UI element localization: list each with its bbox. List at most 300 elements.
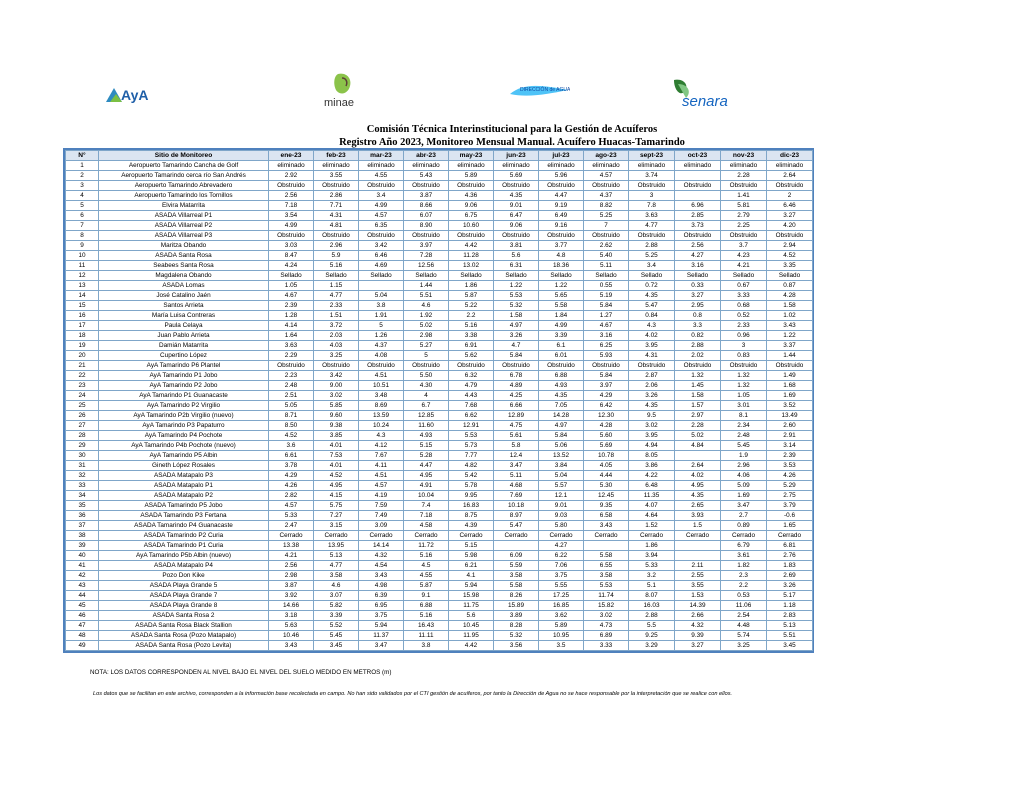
monthly-value: 2.56 bbox=[675, 241, 721, 251]
row-number: 28 bbox=[66, 431, 99, 441]
monthly-value: 4.1 bbox=[449, 571, 494, 581]
monthly-value: 5.87 bbox=[404, 581, 449, 591]
monthly-value: 1.44 bbox=[767, 351, 813, 361]
monthly-value: 3.18 bbox=[269, 611, 314, 621]
monthly-value: 4.02 bbox=[629, 331, 675, 341]
column-header: ago-23 bbox=[584, 151, 629, 161]
site-name: ASADA Tamarindo P5 Jobo bbox=[99, 501, 269, 511]
monthly-value: 4.24 bbox=[269, 261, 314, 271]
monthly-value: 12.56 bbox=[404, 261, 449, 271]
monthly-value: 0.72 bbox=[629, 281, 675, 291]
monthly-value: 5.02 bbox=[675, 431, 721, 441]
monthly-value: 7.49 bbox=[359, 511, 404, 521]
monthly-value: 5.84 bbox=[494, 351, 539, 361]
monthly-value: Obstruido bbox=[269, 181, 314, 191]
senara-logo bbox=[670, 76, 754, 110]
monthly-value: 3.39 bbox=[314, 611, 359, 621]
monthly-value: 5.15 bbox=[404, 441, 449, 451]
monthly-value: eliminado bbox=[675, 161, 721, 171]
monthly-value: Cerrado bbox=[767, 531, 813, 541]
monthly-value: 8.71 bbox=[269, 411, 314, 421]
monthly-value: 0.68 bbox=[721, 301, 767, 311]
monthly-value: 3.8 bbox=[359, 301, 404, 311]
monthly-value: 4.57 bbox=[359, 211, 404, 221]
monthly-value: 4.55 bbox=[404, 571, 449, 581]
monthly-value: 3.33 bbox=[584, 641, 629, 651]
monthly-value: 5.89 bbox=[539, 621, 584, 631]
row-number: 49 bbox=[66, 641, 99, 651]
monthly-value: Obstruido bbox=[767, 181, 813, 191]
monthly-value: Obstruido bbox=[314, 231, 359, 241]
site-name: ASADA Matapalo P4 bbox=[99, 561, 269, 571]
monthly-value: Obstruido bbox=[721, 361, 767, 371]
monthly-value: -0.6 bbox=[767, 511, 813, 521]
monthly-value: 9.06 bbox=[449, 201, 494, 211]
monthly-value: 3.6 bbox=[269, 441, 314, 451]
monthly-value: 1.32 bbox=[675, 371, 721, 381]
monthly-value: 2 bbox=[767, 191, 813, 201]
monthly-value: Sellado bbox=[494, 271, 539, 281]
table-row bbox=[66, 401, 813, 411]
monthly-value: 2.06 bbox=[629, 381, 675, 391]
monthly-value: 10.95 bbox=[539, 631, 584, 641]
column-header: nov-23 bbox=[721, 151, 767, 161]
row-number: 18 bbox=[66, 331, 99, 341]
monthly-value: 9.03 bbox=[539, 511, 584, 521]
monthly-value: 2.7 bbox=[721, 511, 767, 521]
monthly-value: Sellado bbox=[721, 271, 767, 281]
monthly-value: 2.88 bbox=[629, 241, 675, 251]
table-row bbox=[66, 511, 813, 521]
monthly-value: 3.55 bbox=[314, 171, 359, 181]
monthly-value: 14.14 bbox=[359, 541, 404, 551]
monthly-value: 4.27 bbox=[539, 541, 584, 551]
site-name: Aeropuerto Tamarindo cerca río San Andrés bbox=[99, 171, 269, 181]
monthly-value: Obstruido bbox=[539, 231, 584, 241]
monthly-value: 5.94 bbox=[449, 581, 494, 591]
table-row bbox=[66, 481, 813, 491]
monthly-value: 7.8 bbox=[629, 201, 675, 211]
monthly-value: Obstruido bbox=[269, 231, 314, 241]
monthly-value: 5.47 bbox=[494, 521, 539, 531]
monthly-value: 5.27 bbox=[404, 341, 449, 351]
site-name: ASADA Santa Rosa (Pozo Levita) bbox=[99, 641, 269, 651]
monthly-value: 8.47 bbox=[269, 251, 314, 261]
table-row bbox=[66, 321, 813, 331]
monthly-value: 2.39 bbox=[767, 451, 813, 461]
monthly-value: 8.97 bbox=[494, 511, 539, 521]
monthly-value: 4.15 bbox=[314, 491, 359, 501]
table-row bbox=[66, 621, 813, 631]
monthly-value: 3.93 bbox=[675, 511, 721, 521]
monthly-value: eliminado bbox=[767, 161, 813, 171]
monthly-value: 5.11 bbox=[494, 471, 539, 481]
monthly-value: 13.59 bbox=[359, 411, 404, 421]
monthly-value: 12.45 bbox=[584, 491, 629, 501]
monthly-value: Obstruido bbox=[404, 181, 449, 191]
monthly-value: 4.21 bbox=[721, 261, 767, 271]
monthly-value: 3.16 bbox=[675, 261, 721, 271]
site-name: Pozo Don Kike bbox=[99, 571, 269, 581]
monthly-value: 2.2 bbox=[449, 311, 494, 321]
monthly-value: Obstruido bbox=[449, 361, 494, 371]
monthly-value: 1.69 bbox=[767, 391, 813, 401]
direccion-agua-logo bbox=[508, 80, 570, 102]
table-row bbox=[66, 571, 813, 581]
monthly-value: 4.51 bbox=[359, 371, 404, 381]
monthly-value: 5.58 bbox=[494, 581, 539, 591]
monthly-value: 3.47 bbox=[494, 461, 539, 471]
monthly-value: 5.13 bbox=[767, 621, 813, 631]
monthly-value: 1.28 bbox=[269, 311, 314, 321]
monthly-value: 5.74 bbox=[721, 631, 767, 641]
row-number: 46 bbox=[66, 611, 99, 621]
monthly-value: 2.33 bbox=[721, 321, 767, 331]
monthly-value: 5.57 bbox=[539, 481, 584, 491]
site-name: Aeropuerto Tamarindo Cancha de Golf bbox=[99, 161, 269, 171]
monthly-value: 6.1 bbox=[539, 341, 584, 351]
monthly-value: 4.48 bbox=[721, 621, 767, 631]
monthly-value bbox=[675, 191, 721, 201]
monthly-value: Sellado bbox=[314, 271, 359, 281]
monthly-value: 3.4 bbox=[629, 261, 675, 271]
row-number: 2 bbox=[66, 171, 99, 181]
monthly-value: 6.25 bbox=[584, 341, 629, 351]
monthly-value: 5.32 bbox=[494, 631, 539, 641]
site-name: ASADA Santa Rosa bbox=[99, 251, 269, 261]
monthly-value: 10.60 bbox=[449, 221, 494, 231]
monthly-value: 2.03 bbox=[314, 331, 359, 341]
table-row bbox=[66, 461, 813, 471]
monthly-value: 8.82 bbox=[584, 201, 629, 211]
monthly-value: 2.87 bbox=[629, 371, 675, 381]
monthly-value: 4.93 bbox=[539, 381, 584, 391]
monthly-value: 4.99 bbox=[359, 201, 404, 211]
monthly-value: 3.42 bbox=[359, 241, 404, 251]
table-row bbox=[66, 181, 813, 191]
monthly-value: 6.88 bbox=[404, 601, 449, 611]
monthly-value: 1.05 bbox=[721, 391, 767, 401]
monthly-value: 3.43 bbox=[584, 521, 629, 531]
monthly-value: 6.81 bbox=[767, 541, 813, 551]
monthly-value: Obstruido bbox=[269, 361, 314, 371]
monthly-value: 1.18 bbox=[767, 601, 813, 611]
site-name: AyA Tamarindo P2 Jobo bbox=[99, 381, 269, 391]
monthly-value: 2.86 bbox=[314, 191, 359, 201]
monthly-value: 14.39 bbox=[675, 601, 721, 611]
monthly-value: 6.88 bbox=[539, 371, 584, 381]
site-name: ASADA Tamarindo P2 Curia bbox=[99, 531, 269, 541]
monthly-value: 2.56 bbox=[269, 561, 314, 571]
table-row bbox=[66, 381, 813, 391]
monthly-value: 5.8 bbox=[494, 441, 539, 451]
monthly-value: Obstruido bbox=[494, 231, 539, 241]
monthly-value: 4.28 bbox=[767, 291, 813, 301]
monthly-value: 12.4 bbox=[494, 451, 539, 461]
table-row bbox=[66, 171, 813, 181]
monthly-value: 1.9 bbox=[721, 451, 767, 461]
monthly-value: 16.43 bbox=[404, 621, 449, 631]
table-row bbox=[66, 631, 813, 641]
monthly-value: 5.09 bbox=[721, 481, 767, 491]
monthly-value: 3.16 bbox=[584, 331, 629, 341]
site-name: Elvira Matarrita bbox=[99, 201, 269, 211]
monthly-value: 5.47 bbox=[629, 301, 675, 311]
monthly-value: 1.52 bbox=[629, 521, 675, 531]
monthly-value: 4.99 bbox=[269, 221, 314, 231]
site-name: Cupertino López bbox=[99, 351, 269, 361]
monthly-value: 4.98 bbox=[359, 581, 404, 591]
monthly-value: 4.39 bbox=[449, 521, 494, 531]
monthly-value: 4.6 bbox=[314, 581, 359, 591]
monthly-value: Sellado bbox=[449, 271, 494, 281]
monthly-value: 0.83 bbox=[721, 351, 767, 361]
monthly-value: 7.69 bbox=[494, 491, 539, 501]
monthly-value: 5.33 bbox=[629, 561, 675, 571]
monthly-value: 6.01 bbox=[539, 351, 584, 361]
monthly-value: 5.59 bbox=[494, 561, 539, 571]
monthly-value: 9.1 bbox=[404, 591, 449, 601]
monthly-value: 5.33 bbox=[269, 511, 314, 521]
svg-text:minae: minae bbox=[324, 97, 354, 109]
monthly-value: 12.30 bbox=[584, 411, 629, 421]
table-row bbox=[66, 391, 813, 401]
monthly-value: 3.89 bbox=[494, 611, 539, 621]
monthly-value: 2.56 bbox=[269, 191, 314, 201]
monthly-value: 10.78 bbox=[584, 451, 629, 461]
site-name: ASADA Tamarindo P3 Fertana bbox=[99, 511, 269, 521]
monthly-value: 11.37 bbox=[359, 631, 404, 641]
column-header: abr-23 bbox=[404, 151, 449, 161]
monthly-value: 9.01 bbox=[539, 501, 584, 511]
monthly-value: 3.73 bbox=[675, 221, 721, 231]
monthly-value: Obstruido bbox=[539, 361, 584, 371]
monthly-value: 13.02 bbox=[449, 261, 494, 271]
monthly-value: 2.94 bbox=[767, 241, 813, 251]
row-number: 17 bbox=[66, 321, 99, 331]
site-name: ASADA Matapalo P2 bbox=[99, 491, 269, 501]
column-header: may-23 bbox=[449, 151, 494, 161]
row-number: 10 bbox=[66, 251, 99, 261]
monthly-value: 3.45 bbox=[314, 641, 359, 651]
monthly-value: 5.62 bbox=[449, 351, 494, 361]
row-number: 13 bbox=[66, 281, 99, 291]
monthly-value: 5.53 bbox=[584, 581, 629, 591]
monthly-value: Cerrado bbox=[675, 531, 721, 541]
row-number: 37 bbox=[66, 521, 99, 531]
monthly-value: 3.94 bbox=[629, 551, 675, 561]
monthly-value: 1.22 bbox=[494, 281, 539, 291]
monthly-value: 2.23 bbox=[269, 371, 314, 381]
table-row bbox=[66, 611, 813, 621]
site-name: Juan Pablo Arrieta bbox=[99, 331, 269, 341]
row-number: 42 bbox=[66, 571, 99, 581]
monthly-value: 2.88 bbox=[675, 341, 721, 351]
monthly-value: 3.42 bbox=[314, 371, 359, 381]
monthly-value: 3 bbox=[629, 191, 675, 201]
monthly-value: 3.97 bbox=[404, 241, 449, 251]
row-number: 16 bbox=[66, 311, 99, 321]
monthly-value: 1.15 bbox=[314, 281, 359, 291]
monthly-value bbox=[584, 541, 629, 551]
monthly-value: 2.34 bbox=[721, 421, 767, 431]
report-subtitle: Registro Año 2023, Monitoreo Mensual Manual. Acuífero Huacas-Tamarindo bbox=[339, 137, 685, 148]
monthly-value: 14.66 bbox=[269, 601, 314, 611]
monthly-value: 5.87 bbox=[449, 291, 494, 301]
monthly-value: 4.27 bbox=[675, 251, 721, 261]
monthly-value: 5.16 bbox=[449, 321, 494, 331]
monthly-value: 1.84 bbox=[539, 311, 584, 321]
monthly-value: 3.43 bbox=[767, 321, 813, 331]
monthly-value: Obstruido bbox=[721, 231, 767, 241]
monthly-value: 4.14 bbox=[269, 321, 314, 331]
monthly-value: 10.18 bbox=[494, 501, 539, 511]
monthly-value: Cerrado bbox=[539, 531, 584, 541]
monthly-value: eliminado bbox=[314, 161, 359, 171]
site-name: Damián Matarrita bbox=[99, 341, 269, 351]
monthly-value: Sellado bbox=[584, 271, 629, 281]
monthly-value: 5.84 bbox=[539, 431, 584, 441]
monthly-value: 2.85 bbox=[675, 211, 721, 221]
table-row bbox=[66, 221, 813, 231]
monthly-value: 4.23 bbox=[721, 251, 767, 261]
monthly-value: 4.75 bbox=[494, 421, 539, 431]
monthly-value: 7.06 bbox=[539, 561, 584, 571]
svg-text:DIRECCIÓN de AGUA: DIRECCIÓN de AGUA bbox=[520, 87, 570, 93]
monthly-value: 4.52 bbox=[767, 251, 813, 261]
table-row bbox=[66, 531, 813, 541]
monthly-value: 5.63 bbox=[269, 621, 314, 631]
monthly-value: 4.42 bbox=[449, 641, 494, 651]
monthly-value: 2.76 bbox=[767, 551, 813, 561]
table-row bbox=[66, 251, 813, 261]
column-header: dic-23 bbox=[767, 151, 813, 161]
monthly-value: 9.00 bbox=[314, 381, 359, 391]
monthly-value: 5.28 bbox=[404, 451, 449, 461]
monthly-value: Obstruido bbox=[359, 181, 404, 191]
monthly-value: 3.2 bbox=[629, 571, 675, 581]
monthly-value: 5.16 bbox=[404, 611, 449, 621]
monthly-value: 6.09 bbox=[494, 551, 539, 561]
table-row bbox=[66, 261, 813, 271]
table-row bbox=[66, 591, 813, 601]
monthly-value: 9.06 bbox=[494, 221, 539, 231]
monthly-value: 4.68 bbox=[494, 481, 539, 491]
monthly-value: 4.28 bbox=[584, 421, 629, 431]
site-name: ASADA Tamarindo P4 Guanacaste bbox=[99, 521, 269, 531]
monthly-value: 5.22 bbox=[449, 301, 494, 311]
monthly-value: 4.8 bbox=[539, 251, 584, 261]
minae-logo bbox=[316, 70, 374, 110]
monthly-value: 3.58 bbox=[584, 571, 629, 581]
monthly-value: 2.55 bbox=[675, 571, 721, 581]
row-number: 27 bbox=[66, 421, 99, 431]
monthly-value: 10.46 bbox=[269, 631, 314, 641]
column-header: feb-23 bbox=[314, 151, 359, 161]
monthly-value: 5.80 bbox=[539, 521, 584, 531]
monthly-value: 15.82 bbox=[584, 601, 629, 611]
monthly-value: 8.26 bbox=[494, 591, 539, 601]
monthly-value: 2.65 bbox=[675, 501, 721, 511]
monthly-value: 8.69 bbox=[359, 401, 404, 411]
monthly-value: 5.94 bbox=[359, 621, 404, 631]
site-name: AyA Tamarindo P4 Pochote bbox=[99, 431, 269, 441]
monthly-value: 12.91 bbox=[449, 421, 494, 431]
monthly-value: 3.92 bbox=[269, 591, 314, 601]
site-name: ASADA Matapalo P3 bbox=[99, 471, 269, 481]
monthly-value: Cerrado bbox=[314, 531, 359, 541]
monthly-value: 1.05 bbox=[269, 281, 314, 291]
row-number: 21 bbox=[66, 361, 99, 371]
table-row bbox=[66, 491, 813, 501]
monthly-value: 7.27 bbox=[314, 511, 359, 521]
monthly-value: 1.86 bbox=[629, 541, 675, 551]
monthly-value: 7.59 bbox=[359, 501, 404, 511]
row-number: 20 bbox=[66, 351, 99, 361]
monthly-value: 5.78 bbox=[449, 481, 494, 491]
monthly-value: 5.58 bbox=[584, 551, 629, 561]
monthly-value: Obstruido bbox=[721, 181, 767, 191]
monthly-value: 5.30 bbox=[584, 481, 629, 491]
row-number: 32 bbox=[66, 471, 99, 481]
monthly-value: 4.84 bbox=[675, 441, 721, 451]
monthly-value: 4 bbox=[404, 391, 449, 401]
monthly-value: 3.5 bbox=[539, 641, 584, 651]
monthly-value: Obstruido bbox=[449, 181, 494, 191]
monthly-value: 5.53 bbox=[449, 431, 494, 441]
site-name: AyA Tamarindo P1 Jobo bbox=[99, 371, 269, 381]
monthly-value: 2.3 bbox=[721, 571, 767, 581]
monthly-value: 4.3 bbox=[359, 431, 404, 441]
monthly-value: 4.6 bbox=[404, 301, 449, 311]
site-name: Santos Arrieta bbox=[99, 301, 269, 311]
monthly-value: 3.48 bbox=[359, 391, 404, 401]
monthly-value: 1.83 bbox=[767, 561, 813, 571]
monthly-value: 3.37 bbox=[767, 341, 813, 351]
monthly-value: 4.35 bbox=[629, 401, 675, 411]
table-row bbox=[66, 471, 813, 481]
row-number: 33 bbox=[66, 481, 99, 491]
monthly-value: 13.49 bbox=[767, 411, 813, 421]
monthly-value: eliminado bbox=[584, 161, 629, 171]
monthly-value: 7.4 bbox=[404, 501, 449, 511]
monthly-value: Obstruido bbox=[675, 361, 721, 371]
monthly-value: 5.58 bbox=[539, 301, 584, 311]
monthly-value: 13.52 bbox=[539, 451, 584, 461]
row-number: 44 bbox=[66, 591, 99, 601]
monthly-value: 5.42 bbox=[449, 471, 494, 481]
monthly-value: 3.81 bbox=[494, 241, 539, 251]
site-name: José Catalino Jaén bbox=[99, 291, 269, 301]
monthly-value: 2.91 bbox=[767, 431, 813, 441]
monthly-value: 0.8 bbox=[675, 311, 721, 321]
monthly-value: 4.52 bbox=[314, 471, 359, 481]
monthly-value: 4.26 bbox=[767, 471, 813, 481]
monthly-value: 13.95 bbox=[314, 541, 359, 551]
monthly-value: 5.93 bbox=[584, 351, 629, 361]
monthly-value: 2.92 bbox=[269, 171, 314, 181]
monthly-value: 6.79 bbox=[721, 541, 767, 551]
monthly-value: 4.06 bbox=[721, 471, 767, 481]
monthly-value: 4.51 bbox=[359, 471, 404, 481]
monthly-value: 11.75 bbox=[449, 601, 494, 611]
monthly-value: 1.86 bbox=[449, 281, 494, 291]
site-name: AyA Tamarindo P2 Virgilio bbox=[99, 401, 269, 411]
table-row bbox=[66, 201, 813, 211]
monthly-value: 7.53 bbox=[314, 451, 359, 461]
site-name: AyA Tamarindo P1 Guanacaste bbox=[99, 391, 269, 401]
monthly-value: 2.88 bbox=[629, 611, 675, 621]
